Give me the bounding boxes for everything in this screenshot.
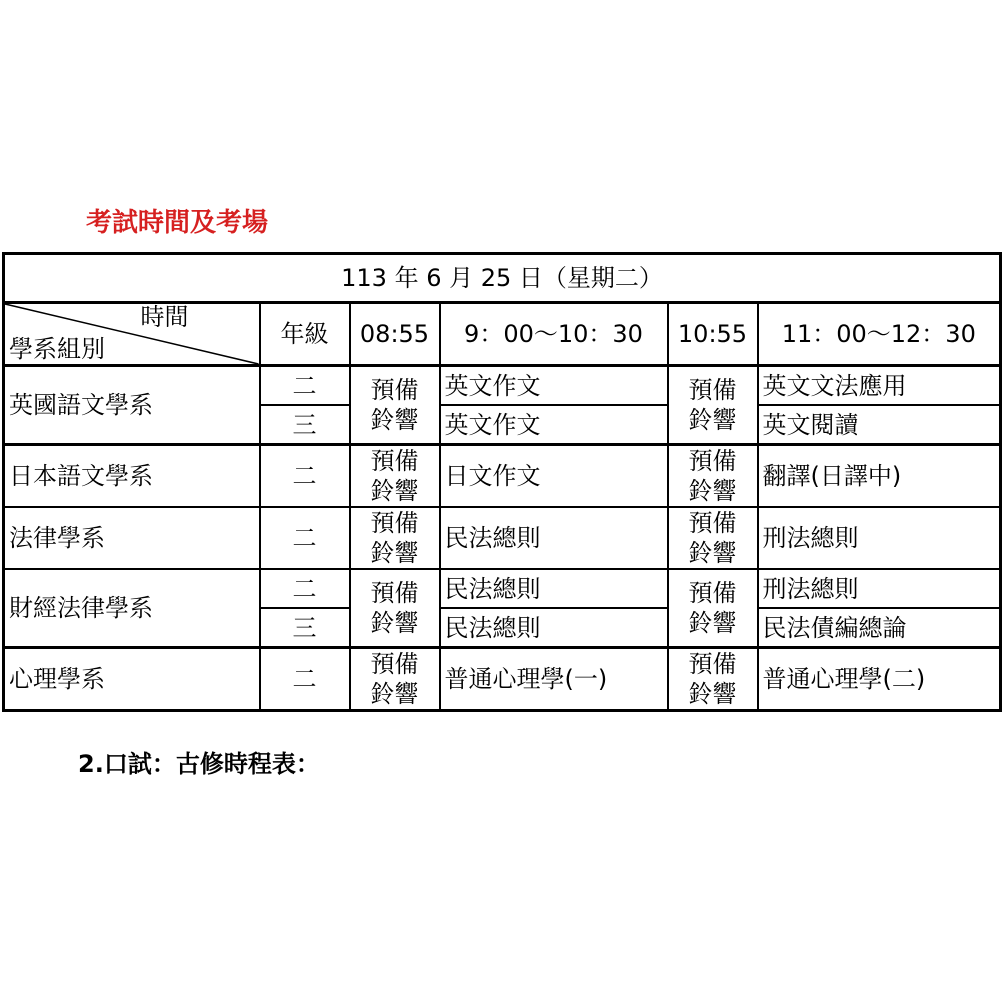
grade-cell: 二: [260, 445, 350, 508]
dept-name: 英國語文學系: [4, 366, 260, 445]
bell-line-1: 預備: [688, 579, 737, 607]
grade-cell: 三: [260, 405, 350, 445]
bell-line-1: 預備: [688, 650, 737, 678]
bell-time-header-1: 08:55: [350, 303, 440, 366]
dept-name: 財經法律學系: [4, 569, 260, 648]
bell-line-2: 鈴響: [370, 539, 419, 567]
diagonal-header-cell: [4, 303, 260, 366]
subject-slot-1: 民法總則: [440, 569, 668, 608]
subject-slot-1: 民法總則: [440, 608, 668, 648]
bell-line-2: 鈴響: [370, 609, 419, 637]
bell-line-2: 鈴響: [688, 680, 737, 708]
subject-slot-1: 普通心理學(一): [440, 648, 668, 711]
bell-line-2: 鈴響: [688, 406, 737, 434]
bell-line-1: 預備: [370, 509, 419, 537]
bell-cell: [350, 507, 440, 569]
bell-cell: [668, 366, 758, 445]
grade-cell: 二: [260, 366, 350, 406]
subject-slot-1: 民法總則: [440, 507, 668, 569]
subject-slot-2: 英文閱讀: [758, 405, 1001, 445]
bell-line-2: 鈴響: [688, 539, 737, 567]
bell-time-header-2: 10:55: [668, 303, 758, 366]
header-row: [4, 303, 1001, 366]
bell-cell: [668, 648, 758, 711]
subject-slot-1: 英文作文: [440, 405, 668, 445]
bell-line-2: 鈴響: [688, 477, 737, 505]
bell-cell: [668, 507, 758, 569]
table-row: [4, 648, 1001, 711]
partial-section-heading: 考試時間及考場: [86, 208, 269, 238]
subject-slot-2: 翻譯(日譯中): [758, 445, 1001, 508]
bell-line-1: 預備: [370, 376, 419, 404]
dept-name: 日本語文學系: [4, 445, 260, 508]
subject-slot-2: 民法債編總論: [758, 608, 1001, 648]
table-row: [4, 507, 1001, 569]
bell-cell: [350, 569, 440, 648]
subject-slot-1: 英文作文: [440, 366, 668, 406]
grade-cell: 二: [260, 569, 350, 608]
bell-line-1: 預備: [370, 579, 419, 607]
grade-cell: 三: [260, 608, 350, 648]
bell-line-2: 鈴響: [370, 680, 419, 708]
bell-cell: [668, 445, 758, 508]
table-row: [4, 366, 1001, 406]
bell-line-2: 鈴響: [688, 609, 737, 637]
table-row: [4, 569, 1001, 608]
slot-header-1: 9：00～10：30: [440, 303, 668, 366]
partial-section-footer: 2.口試：古修時程表：: [78, 750, 320, 778]
subject-slot-2: 普通心理學(二): [758, 648, 1001, 711]
bell-line-1: 預備: [688, 509, 737, 537]
subject-slot-2: 刑法總則: [758, 569, 1001, 608]
slot-header-2: 11：00～12：30: [758, 303, 1001, 366]
table-title: 113 年 6 月 25 日（星期二）: [4, 254, 1001, 303]
bell-line-1: 預備: [370, 650, 419, 678]
bell-line-1: 預備: [370, 447, 419, 475]
exam-schedule-table: [2, 252, 1002, 712]
table-row: [4, 445, 1001, 508]
dept-header-label: 學系組別: [9, 335, 105, 363]
grade-header: 年級: [260, 303, 350, 366]
bell-cell: [350, 648, 440, 711]
grade-cell: 二: [260, 507, 350, 569]
title-row: [4, 254, 1001, 303]
bell-line-2: 鈴響: [370, 406, 419, 434]
bell-cell: [350, 366, 440, 445]
subject-slot-2: 英文文法應用: [758, 366, 1001, 406]
bell-cell: [350, 445, 440, 508]
bell-cell: [668, 569, 758, 648]
bell-line-2: 鈴響: [370, 477, 419, 505]
schedule-body: [4, 254, 1001, 711]
subject-slot-1: 日文作文: [440, 445, 668, 508]
grade-cell: 二: [260, 648, 350, 711]
bell-line-1: 預備: [688, 447, 737, 475]
dept-name: 法律學系: [4, 507, 260, 569]
bell-line-1: 預備: [688, 376, 737, 404]
dept-name: 心理學系: [4, 648, 260, 711]
time-header-label: 時間: [140, 303, 189, 331]
subject-slot-2: 刑法總則: [758, 507, 1001, 569]
